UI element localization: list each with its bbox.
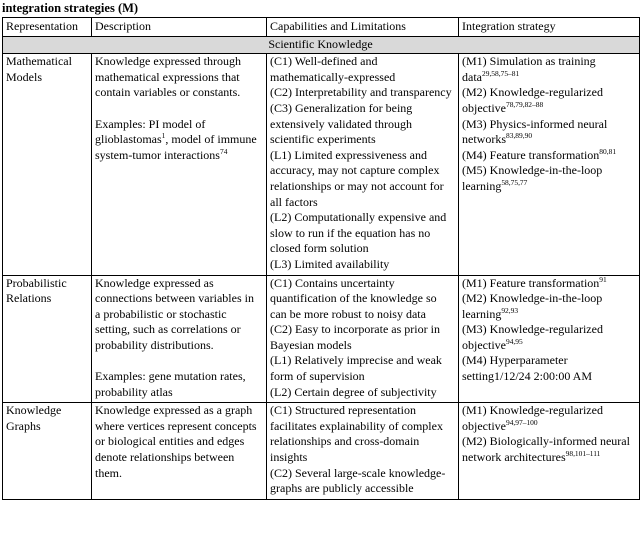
cell-line: (C2) Several large-scale knowledge-graphs are publicly accessible [270,465,446,496]
section-header-scientific-knowledge: Scientific Knowledge [3,36,640,54]
knowledge-representations-table [2,17,640,500]
cell-line: (C2) Easy to incorporate as prior in Bayesian models [270,322,440,352]
representation-cell: Knowledge Graphs [3,403,92,500]
cell-line: (M1) Knowledge-regularized objective$^{94,97-100}$ [462,403,603,433]
capabilities-cell [267,403,459,500]
col-header-representation: Representation [3,18,92,37]
cell-line: (M5) Knowledge-in-the-loop learning$^{58,75,77}$ [462,163,603,193]
cell-line: (M1) Simulation as training data$^{29,58,75-81}$ [462,54,596,84]
cell-line: (C2) Interpretability and transparency [270,85,452,100]
cell-line: (L2) Computationally expensive and slow to run if the equation has no closed form solution [270,210,447,256]
cell-line: (M2) Knowledge-in-the-loop learning$^{92,93}$ [462,291,603,321]
cell-para: Knowledge expressed as a graph where vertices represent concepts or biological entities and edges denote relationships between them. [95,403,257,480]
cell-line: (M1) Feature transformation$^{91}$ [462,275,607,290]
cell-line: (C3) Generalization for being extensively validated through scientific experiments [270,100,413,147]
cell-line: (M3) Knowledge-regularized objective$^{94,95}$ [462,322,603,352]
cell-line: (C1) Contains uncertainty quantification of the knowledge so can be more robust to noisy data [270,275,437,321]
description-cell [92,275,267,403]
section-row [3,36,640,54]
integration-cell [459,275,640,403]
cell-para: Knowledge expressed as connections between variables in a probabilistic or stochastic setting, such as correlations or probability distributions. [95,275,254,352]
integration-cell [459,54,640,275]
capabilities-cell [267,275,459,403]
cell-line: (L1) Relatively imprecise and weak form of supervision [270,353,442,384]
capabilities-cell [267,54,459,275]
cell-line: (M3) Physics-informed neural networks$^{83,89,90}$ [462,116,608,147]
cell-line: (M4) Feature transformation$^{80,81}$ [462,146,617,162]
cell-para: Knowledge expressed through mathematical expressions that contain variables or constants. [95,54,241,100]
description-cell [92,54,267,275]
cell-line: (M4) Hyperparameter setting1/12/24 2:00:00 AM [462,353,593,384]
table-caption: integration strategies (M) [2,1,139,15]
cell-line: (C1) Well-defined and mathematically-expressed [270,54,396,84]
cell-line: (C1) Structured representation facilitates explainability of complex relationships and cross-domain insights [270,403,443,465]
representation-cell: Probabilistic Relations [3,275,92,403]
cell-line: (L3) Limited availability [270,256,390,271]
table-row-knowledge-graphs [3,403,640,500]
cell-line: (L2) Certain degree of subjectivity [270,384,437,399]
table-row-probabilistic-relations [3,275,640,403]
cell-line: (M2) Knowledge-regularized objective$^{78,79,82-88}$ [462,85,603,115]
col-header-integration-strategy: Integration strategy [459,18,640,37]
table-row-mathematical-models [3,54,640,275]
cell-para: Examples: PI model of glioblastomas$^1$, model of immune system-tumor interactions$^{74}$ [95,116,257,162]
description-cell [92,403,267,500]
header-row [3,18,640,37]
cell-line: (L1) Limited expressiveness and accuracy, may not capture complex relationships or may not account for all factors [270,147,444,209]
cell-line: (M2) Biologically-informed neural network architectures$^{98,101-111}$ [462,434,630,465]
representation-cell: Mathematical Models [3,54,92,275]
integration-cell [459,403,640,500]
col-header-description: Description [92,18,267,37]
cell-para: Examples: gene mutation rates, probability atlas [95,369,246,399]
col-header-capabilities-limitations: Capabilities and Limitations [267,18,459,37]
